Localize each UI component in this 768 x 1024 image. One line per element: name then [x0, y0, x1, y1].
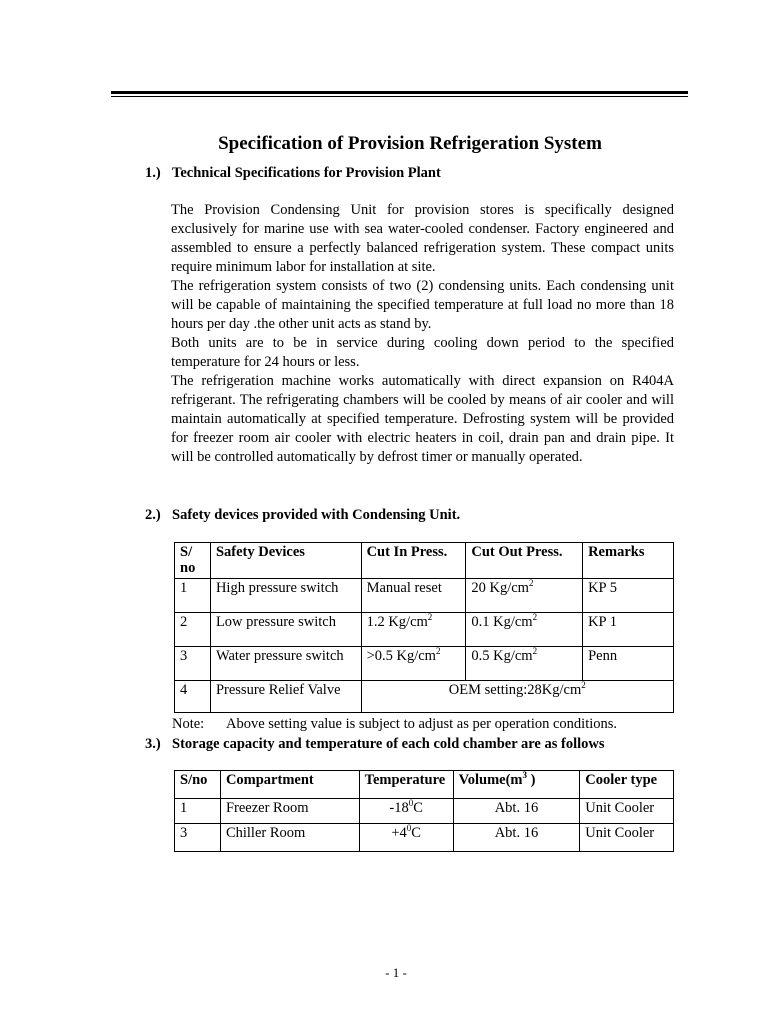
- header-cell: Temperature: [359, 771, 453, 799]
- table-row: [175, 579, 674, 613]
- value: OEM setting:28Kg/cm: [448, 682, 582, 698]
- table-row: [175, 613, 674, 647]
- section-2-number: 2.): [145, 507, 161, 523]
- cell: [466, 647, 583, 681]
- superscript: 2: [532, 646, 538, 656]
- superscript: 2: [435, 646, 441, 656]
- cell: 1: [175, 799, 221, 824]
- superscript: 2: [532, 612, 538, 622]
- table-header-row: [175, 543, 674, 579]
- header-cell: S/no: [175, 771, 221, 799]
- section-3-title: Storage capacity and temperature of each cold chamber are as follows: [172, 736, 605, 752]
- cell: Unit Cooler: [580, 824, 674, 852]
- cell: Penn: [583, 647, 674, 681]
- superscript: 3: [522, 770, 528, 780]
- value: Volume(m: [458, 772, 523, 788]
- unit: C: [411, 825, 421, 841]
- cell: KP 5: [583, 579, 674, 613]
- cell: 3: [175, 647, 211, 681]
- cell: KP 1: [583, 613, 674, 647]
- value: 1.2 Kg/cm: [366, 614, 428, 630]
- table-row: [175, 681, 674, 713]
- header-rule-thin: [111, 96, 688, 97]
- note-label: Note:: [172, 716, 205, 732]
- value: 20 Kg/cm: [471, 580, 529, 596]
- cell: [359, 799, 453, 824]
- value: 0.5 Kg/cm: [471, 648, 533, 664]
- header-cell: [453, 771, 580, 799]
- header-cell: Cut In Press.: [361, 543, 466, 579]
- merged-cell: [361, 681, 673, 713]
- note-text: Above setting value is subject to adjust as per operation conditions.: [226, 716, 618, 732]
- value: 0.1 Kg/cm: [471, 614, 533, 630]
- superscript: 0: [408, 798, 414, 808]
- page-number: - 1 -: [385, 965, 407, 980]
- cell: Water pressure switch: [210, 647, 361, 681]
- unit: C: [413, 800, 423, 816]
- header-cell: Cooler type: [580, 771, 674, 799]
- header-cell: Remarks: [583, 543, 674, 579]
- cell: Pressure Relief Valve: [210, 681, 361, 713]
- value: >0.5 Kg/cm: [366, 648, 436, 664]
- value: -18: [389, 800, 409, 816]
- header-cell: Compartment: [220, 771, 359, 799]
- cell: Freezer Room: [220, 799, 359, 824]
- cell: [359, 824, 453, 852]
- superscript: 2: [528, 578, 534, 588]
- value: +4: [391, 825, 407, 841]
- section-1-body: [171, 201, 674, 467]
- cell: Abt. 16: [453, 824, 580, 852]
- safety-devices-table: [174, 542, 674, 713]
- cell: [466, 579, 583, 613]
- cell: Manual reset: [361, 579, 466, 613]
- superscript: 2: [581, 680, 586, 690]
- cell: High pressure switch: [210, 579, 361, 613]
- cell: Abt. 16: [453, 799, 580, 824]
- paragraph: The Provision Condensing Unit for provision stores is specifically designed exclusively for marine use with sea water-cooled condenser. Factory engineered and assembled to ensure a perfectly balanced refrigeration system. These compact units require minimum labor for installation at site.: [171, 202, 674, 275]
- storage-capacity-table: [174, 770, 674, 852]
- section-2-title: Safety devices provided with Condensing Unit.: [172, 507, 461, 523]
- cell: [361, 647, 466, 681]
- section-3-number: 3.): [145, 736, 161, 752]
- cell: Low pressure switch: [210, 613, 361, 647]
- note: [172, 716, 617, 733]
- cell: 2: [175, 613, 211, 647]
- cell: 1: [175, 579, 211, 613]
- cell: 3: [175, 824, 221, 852]
- section-1-number: 1.): [145, 165, 161, 181]
- document-title: Specification of Provision Refrigeration System: [218, 133, 602, 154]
- cell: [361, 613, 466, 647]
- superscript: 0: [406, 823, 412, 833]
- section-1-title: Technical Specifications for Provision Plant: [172, 165, 441, 181]
- header-cell: Cut Out Press.: [466, 543, 583, 579]
- cell: Chiller Room: [220, 824, 359, 852]
- table-row: [175, 799, 674, 824]
- header-rule-thick: [111, 91, 688, 94]
- table-row: [175, 647, 674, 681]
- paragraph: Both units are to be in service during cooling down period to the specified temperature for 24 hours or less.: [171, 335, 674, 370]
- header-cell: Safety Devices: [210, 543, 361, 579]
- cell: 4: [175, 681, 211, 713]
- paragraph: The refrigeration system consists of two (2) condensing units. Each condensing unit will be capable of maintaining the specified temperature at full load no more than 18 hours per day .the other unit acts as stand by.: [171, 278, 674, 332]
- table-header-row: [175, 771, 674, 799]
- superscript: 2: [427, 612, 433, 622]
- paragraph: The refrigeration machine works automatically with direct expansion on R404A refrigerant. The refrigerating chambers will be cooled by means of air cooler and will maintain automatically at specified temperature. Defrosting system will be provided for freezer room air cooler with electric heaters in coil, drain pan and drain pipe. It will be controlled automatically by defrost timer or manually operated.: [171, 373, 674, 465]
- header-cell: S/ no: [175, 543, 211, 579]
- cell: Unit Cooler: [580, 799, 674, 824]
- cell: [466, 613, 583, 647]
- value: ): [527, 772, 536, 788]
- table-row: [175, 824, 674, 852]
